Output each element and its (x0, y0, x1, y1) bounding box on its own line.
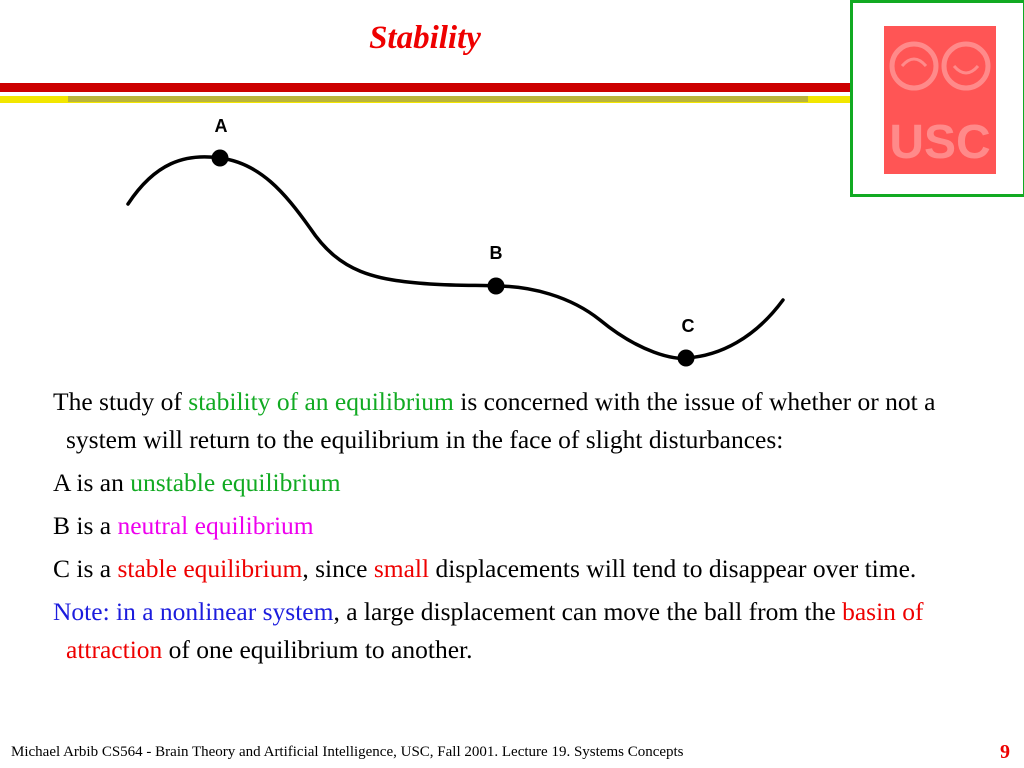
paragraph-point-b (53, 507, 958, 545)
stability-diagram (100, 108, 800, 373)
point-b-label: B (489, 243, 503, 263)
paragraph-point-c (53, 550, 958, 588)
paragraph-nonlinear-note (53, 593, 958, 669)
highlight-stable-equilibrium: stable equilibrium (117, 554, 303, 583)
paragraph-point-a (53, 464, 958, 502)
page-number: 9 (1000, 741, 1010, 763)
paragraph-stability-definition (53, 383, 958, 459)
title-underline-olive (68, 96, 808, 102)
usc-logo-icon (884, 26, 996, 174)
point-b-marker (488, 278, 505, 295)
highlight-basin-of-attraction: basin of attraction (66, 597, 924, 664)
text-run: of one equilibrium to another. (162, 635, 473, 664)
highlight-small: small (373, 554, 430, 583)
usc-logo-graphic (884, 26, 996, 174)
point-c-label: C (681, 316, 695, 336)
text-run: The study of (53, 387, 189, 416)
point-c-marker (678, 350, 695, 367)
text-run: is concerned with the issue of whether or not a system will return to the equilibrium in the face of slight disturbances: (66, 387, 936, 454)
text-run: A is an (53, 468, 131, 497)
slide-body (53, 383, 958, 674)
text-run: C is a (53, 554, 118, 583)
logo-frame (850, 0, 1024, 197)
logo-text: USC (889, 116, 991, 169)
text-run: , since (302, 554, 374, 583)
title-underline-red (0, 83, 850, 92)
text-run: displacements will tend to disappear over time. (429, 554, 917, 583)
point-a-marker (212, 150, 229, 167)
highlight-unstable-equilibrium: unstable equilibrium (130, 468, 341, 497)
text-run: B is a (53, 511, 118, 540)
point-a-label: A (214, 116, 228, 136)
slide-title: Stability (369, 20, 481, 56)
slide-footer: Michael Arbib CS564 - Brain Theory and Artificial Intelligence, USC, Fall 2001. Lecture 19. Systems Concepts (11, 744, 684, 760)
highlight-stability-of-equilibrium: stability of an equilibrium (188, 387, 454, 416)
highlight-nonlinear-system: Note: in a nonlinear system (53, 597, 334, 626)
highlight-neutral-equilibrium: neutral equilibrium (117, 511, 314, 540)
text-run: , a large displacement can move the ball from the (333, 597, 843, 626)
